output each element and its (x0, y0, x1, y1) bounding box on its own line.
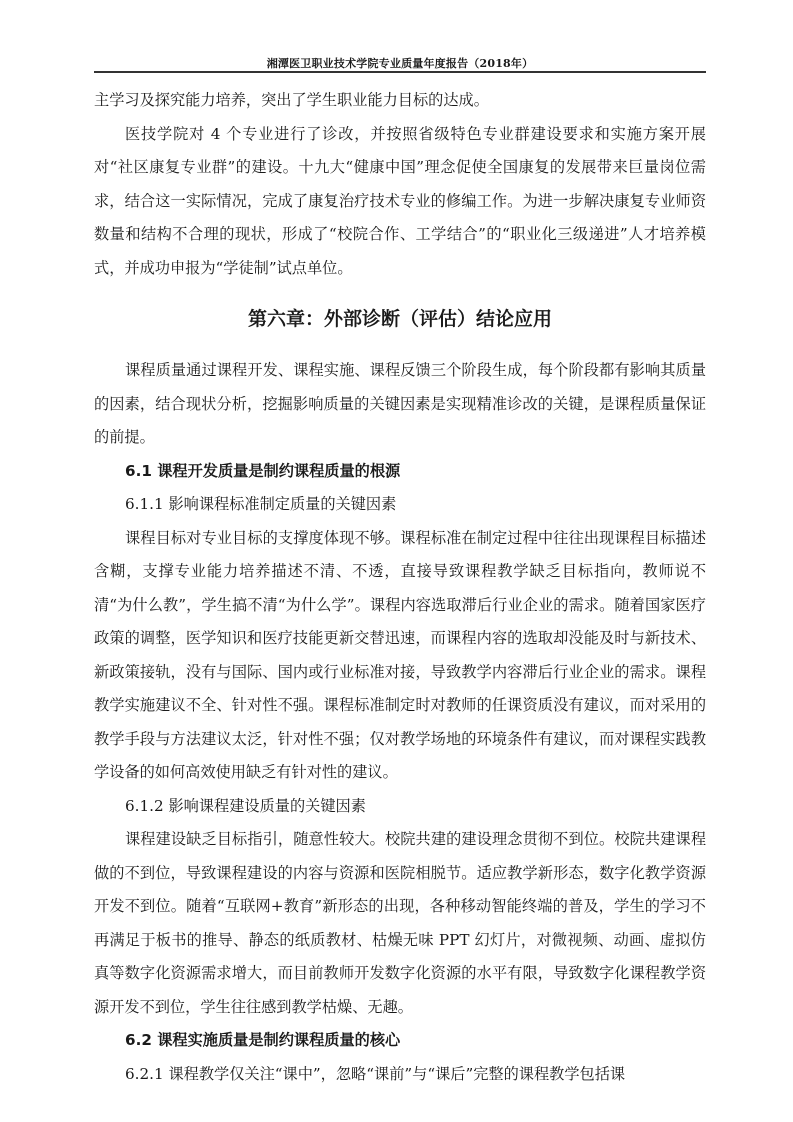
subsection-heading-6-1-1: 6.1.1 影响课程标准制定质量的关键因素 (125, 495, 397, 513)
chapter-intro: 课程质量通过课程开发、课程实施、课程反馈三个阶段生成，每个阶段都有影响其质量的因素，结合现状分析，挖掘影响质量的关键因素是实现精准诊改的关键，是课程质量保证的前提。 (94, 361, 706, 446)
header-divider (94, 71, 706, 73)
section-heading-6-2: 6.2 课程实施质量是制约课程质量的核心 (125, 1031, 401, 1049)
subsection-heading-6-2-1: 6.2.1 课程教学仅关注“课中”，忽略“课前”与“课后”完整的课程教学包括课 (125, 1064, 626, 1083)
subsection-heading-6-1-2: 6.1.2 影响课程建设质量的关键因素 (125, 796, 366, 815)
paragraph-medtech: 医技学院对 4 个专业进行了诊改，并按照省级特色专业群建设要求和实施方案开展对“社区康复专业群”的建设。十九大“健康中国”理念促使全国康复的发展带来巨量岗位需求，结合这一实际情况，完成了康复治疗技术专业的修编工作。为进一步解决康复专业师资数量和结构不合理的现状，形成了“校院合作、工学结合”的“职业化三级递进”人才培养模式，并成功申报为“学徒制”试点单位。 (94, 124, 706, 277)
paragraph-6-1-2: 课程建设缺乏目标指引，随意性较大。校院共建的建设理念贯彻不到位。校院共建课程做的不到位，导致课程建设的内容与资源和医院相脱节。适应教学新形态，数字化教学资源开发不到位。随着“互联网+教育”新形态的出现，各种移动智能终端的普及，学生的学习不再满足于板书的推导、静态的纸质教材、枯燥无味 PPT 幻灯片，对微视频、动画、虚拟仿真等数字化资源需求增大，而目前教师开发数字化资源的水平有限，导致数字化课程教学资源开发不到位，学生往往感到教学枯燥、无趣。 (94, 830, 706, 1016)
document-body (94, 84, 706, 1091)
paragraph-6-1-1: 课程目标对专业目标的支撑度体现不够。课程标准在制定过程中往往出现课程目标描述含糊，支撑专业能力培养描述不清、不透，直接导致课程教学缺乏目标指向，教师说不清“为什么教”，学生搞不清“为什么学”。课程内容选取滞后行业企业的需求。随着国家医疗政策的调整，医学知识和医疗技能更新交替迅速，而课程内容的选取却没能及时与新技术、新政策接轨，没有与国际、国内或行业标准对接，导致教学内容滞后行业企业的需求。课程教学实施建议不全、针对性不强。课程标准制定时对教师的任课资质没有建议，而对采用的教学手段与方法建议太泛，针对性不强；仅对教学场地的环境条件有建议，而对课程实践教学设备的如何高效使用缺乏有针对性的建议。 (94, 528, 706, 781)
paragraph-continuation: 主学习及探究能力培养，突出了学生职业能力目标的达成。 (94, 91, 489, 109)
chapter-title: 第六章：外部诊断（评估）结论应用 (247, 308, 552, 330)
section-heading-6-1: 6.1 课程开发质量是制约课程质量的根源 (125, 461, 401, 480)
running-header: 湘潭医卫职业技术学院专业质量年度报告（2018年） (266, 57, 534, 70)
